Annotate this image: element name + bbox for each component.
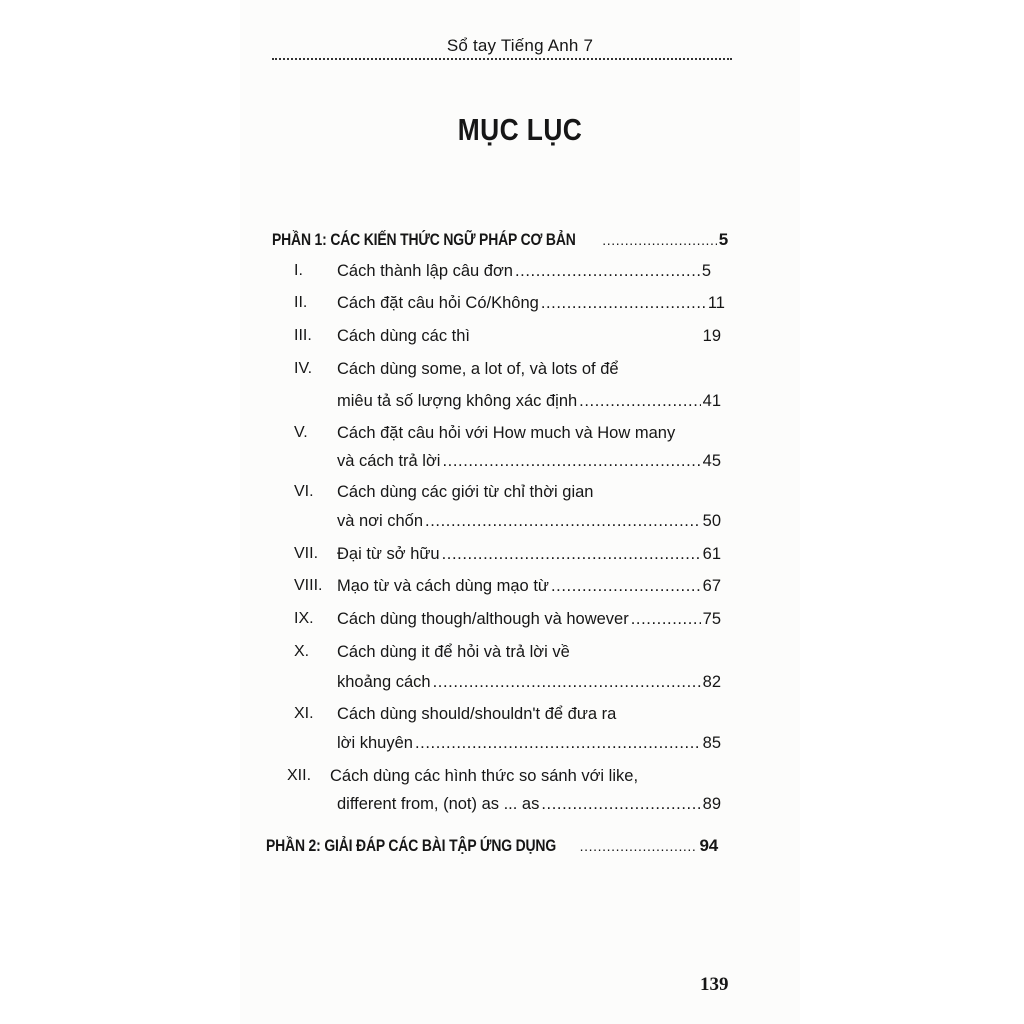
leader-dots	[442, 545, 701, 564]
toc-item-title-continued: lời khuyên	[337, 734, 413, 752]
toc-page-number: 41	[702, 392, 721, 410]
toc-numeral: X.	[294, 643, 310, 660]
toc-part-label: PHẦN 1: CÁC KIẾN THỨC NGỮ PHÁP CƠ BẢN	[272, 230, 576, 249]
toc-item-title: Cách dùng it để hỏi và trả lời về	[337, 643, 570, 661]
toc-item-title: Cách dùng though/although và however	[337, 610, 629, 628]
toc-numeral: II.	[294, 294, 308, 311]
toc-page-number: 5	[718, 230, 728, 249]
leader-dots	[515, 262, 700, 281]
toc-item-title-continued: và nơi chốn	[337, 512, 424, 530]
running-header: Sổ tay Tiếng Anh 7	[446, 36, 594, 55]
toc-item-title: Đại từ sở hữu	[337, 545, 440, 563]
toc-item-title: Mạo từ và cách dùng mạo từ	[337, 577, 549, 595]
toc-item-title-continued: khoảng cách	[337, 673, 431, 691]
toc-numeral: III.	[294, 327, 312, 344]
toc-numeral: XI.	[294, 705, 314, 722]
toc-page-number: 11	[707, 294, 725, 312]
toc-numeral: IV.	[294, 360, 313, 377]
toc-item-title: Cách dùng các hình thức so sánh với like,	[330, 767, 639, 785]
book-page	[240, 0, 800, 1024]
toc-page-number: 82	[702, 673, 721, 691]
toc-item-title: Cách đặt câu hỏi Có/Không	[337, 294, 539, 312]
toc-numeral: V.	[294, 424, 308, 441]
toc-page-number: 89	[702, 795, 721, 813]
leader-dots	[580, 838, 698, 854]
toc-page-number: 50	[702, 512, 721, 530]
toc-numeral: XII.	[287, 767, 312, 784]
toc-item-title: Cách dùng các thì	[337, 327, 470, 345]
toc-page-number: 61	[702, 545, 721, 563]
leader-dots	[433, 673, 701, 692]
toc-numeral: VII.	[294, 545, 319, 562]
toc-page-number: 67	[702, 577, 721, 595]
leader-dots	[541, 294, 706, 313]
toc-item-title-continued: miêu tả số lượng không xác định	[337, 392, 578, 410]
leader-dots	[541, 795, 700, 814]
toc-page-number: 75	[702, 610, 721, 628]
leader-dots	[579, 392, 700, 411]
toc-item-title: Cách dùng should/shouldn't để đưa ra	[337, 705, 617, 723]
toc-item-title: Cách dùng các giới từ chỉ thời gian	[337, 483, 594, 501]
leader-dots	[602, 232, 716, 248]
toc-item-title: Cách dùng some, a lot of, và lots of để	[337, 360, 619, 378]
toc-page-number: 94	[699, 836, 718, 855]
toc-page-number: 45	[702, 452, 721, 470]
toc-numeral: VI.	[294, 483, 314, 500]
leader-dots	[425, 512, 701, 531]
toc-part-label: PHẦN 2: GIẢI ĐÁP CÁC BÀI TẬP ỨNG DỤNG	[266, 836, 557, 855]
toc-numeral: VIII.	[294, 577, 323, 594]
toc-page-number: 5	[701, 262, 711, 280]
toc-page-number: 85	[702, 734, 721, 752]
page-title: MỤC LỤC	[457, 112, 583, 147]
toc-item-title-continued: và cách trả lời	[337, 452, 441, 470]
leader-dots	[631, 610, 701, 629]
toc-numeral: I.	[294, 262, 303, 279]
leader-dots	[551, 577, 701, 596]
toc-numeral: IX.	[294, 610, 314, 627]
toc-item-title: Cách thành lập câu đơn	[337, 262, 513, 280]
toc-page-number: 19	[702, 327, 721, 345]
toc-item-title-continued: different from, (not) as ... as	[337, 795, 540, 813]
table-of-contents	[240, 0, 800, 1024]
page-number: 139	[700, 974, 729, 995]
toc-item-title: Cách đặt câu hỏi với How much và How many	[337, 424, 676, 442]
leader-dots	[442, 452, 700, 471]
leader-dots	[415, 734, 701, 753]
